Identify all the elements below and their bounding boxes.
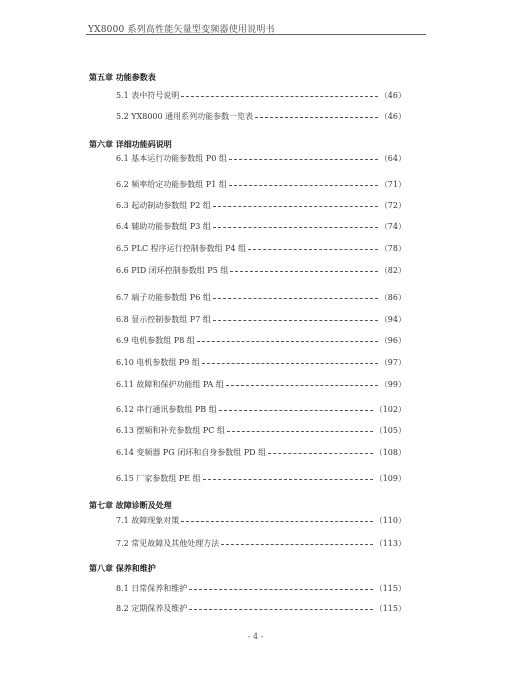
toc-entry-label: 6.15 厂家参数组 PE 组 [116, 473, 201, 483]
toc-entry-page: （82） [379, 265, 406, 275]
toc-entry-label: 6.6 PID 闭环控制参数组 P5 组 [116, 265, 229, 275]
dot-leader [189, 589, 372, 590]
toc-entry-label: 8.2 定期保养及维护 [116, 603, 188, 613]
toc-entry-page: （96） [379, 335, 406, 345]
toc-entry[interactable] [116, 602, 406, 614]
dot-leader [255, 117, 378, 118]
toc-entry[interactable] [116, 178, 406, 190]
toc-entry[interactable] [116, 446, 406, 458]
toc-entry-page: （115） [374, 603, 406, 613]
toc-entry-label: 6.1 基本运行功能参数组 P0 组 [116, 153, 227, 163]
toc-entry-page: （86） [379, 292, 406, 302]
toc-entry-page: （102） [374, 404, 406, 414]
toc-entry[interactable] [116, 220, 406, 232]
toc-entry-label: 6.14 变频器 PG 闭环和自身参数组 PD 组 [116, 447, 267, 457]
toc-entry-label: 6.3 起动制动参数组 P2 组 [116, 200, 211, 210]
dot-leader [189, 609, 372, 610]
toc-entry[interactable] [116, 199, 406, 211]
toc-entry[interactable] [116, 152, 406, 164]
toc-entry-label: 8.1 日常保养和维护 [116, 583, 188, 593]
dot-leader [181, 96, 378, 97]
running-header: YX8000 系列高性能矢量型变频器使用说明书 [88, 25, 275, 35]
toc-entry[interactable] [116, 334, 406, 346]
toc-entry-page: （110） [374, 515, 406, 525]
chapter-heading: 第八章 保养和维护 [89, 563, 156, 573]
toc-entry[interactable] [116, 424, 406, 436]
toc-entry-label: 6.11 故障和保护功能组 PA 组 [116, 379, 224, 389]
toc-entry[interactable] [116, 378, 406, 390]
toc-entry-page: （115） [374, 583, 406, 593]
page-number: - 4 - [247, 632, 264, 641]
dot-leader [213, 227, 378, 228]
toc-entry-label: 6.13 摆频和补充参数组 PC 组 [116, 425, 225, 435]
dot-leader [226, 385, 378, 386]
chapter-heading: 第五章 功能参数表 [89, 72, 156, 82]
toc-entry-page: （74） [379, 221, 406, 231]
toc-entry[interactable] [116, 537, 406, 549]
toc-entry[interactable] [116, 89, 406, 101]
toc-entry[interactable] [116, 264, 406, 276]
toc-entry-label: 6.12 串行通讯参数组 PB 组 [116, 404, 217, 414]
toc-entry-page: （71） [379, 179, 406, 189]
toc-entry[interactable] [116, 582, 406, 594]
toc-entry-page: （46） [379, 90, 406, 100]
toc-entry[interactable] [116, 356, 406, 368]
toc-entry-page: （97） [379, 357, 406, 367]
toc-entry-page: （64） [379, 153, 406, 163]
dot-leader [219, 410, 373, 411]
toc-entry-page: （94） [379, 314, 406, 324]
toc-entry-page: （108） [374, 447, 406, 457]
toc-entry-page: （113） [374, 538, 406, 548]
dot-leader [213, 206, 378, 207]
toc-entry-page: （109） [374, 473, 406, 483]
dot-leader [213, 320, 378, 321]
toc-entry-label: 6.9 电机参数组 P8 组 [116, 335, 195, 345]
dot-leader [229, 185, 378, 186]
dot-leader [229, 159, 378, 160]
dot-leader [203, 479, 373, 480]
toc-entry-label: 6.5 PLC 程序运行控制参数组 P4 组 [116, 243, 247, 253]
toc-entry-label: 5.1 表中符号说明 [116, 90, 180, 100]
dot-leader [202, 363, 378, 364]
toc-entry-page: （72） [379, 200, 406, 210]
header-rule [86, 34, 426, 35]
toc-entry-label: 6.2 频率给定功能参数组 P1 组 [116, 179, 227, 189]
toc-entry-label: 7.1 故障现象对策 [116, 515, 180, 525]
chapter-heading: 第六章 详细功能码说明 [89, 139, 172, 149]
toc-entry-page: （78） [379, 243, 406, 253]
toc-entry-label: 7.2 常见故障及其他处理方法 [116, 538, 220, 548]
toc-entry-label: 6.8 显示控制参数组 P7 组 [116, 314, 211, 324]
toc-entry-label: 6.4 辅助功能参数组 P3 组 [116, 221, 211, 231]
toc-entry-label: 6.7 端子功能参数组 P6 组 [116, 292, 211, 302]
toc-entry-page: （46） [379, 111, 406, 121]
toc-entry[interactable] [116, 313, 406, 325]
toc-entry-page: （99） [379, 379, 406, 389]
toc-entry[interactable] [116, 472, 406, 484]
toc-entry-label: 5.2 YX8000 通用系列功能参数一览表 [116, 111, 254, 121]
chapter-heading: 第七章 故障诊断及处理 [89, 500, 172, 510]
dot-leader [227, 431, 373, 432]
dot-leader [221, 544, 372, 545]
toc-entry-page: （105） [374, 425, 406, 435]
dot-leader [213, 298, 378, 299]
dot-leader [197, 341, 378, 342]
dot-leader [230, 271, 377, 272]
dot-leader [181, 521, 372, 522]
dot-leader [248, 249, 378, 250]
toc-entry[interactable] [116, 110, 406, 122]
toc-entry[interactable] [116, 403, 406, 415]
toc-entry[interactable] [116, 242, 406, 254]
toc-entry[interactable] [116, 291, 406, 303]
dot-leader [268, 453, 373, 454]
toc-entry[interactable] [116, 514, 406, 526]
toc-entry-label: 6.10 电机参数组 P9 组 [116, 357, 200, 367]
